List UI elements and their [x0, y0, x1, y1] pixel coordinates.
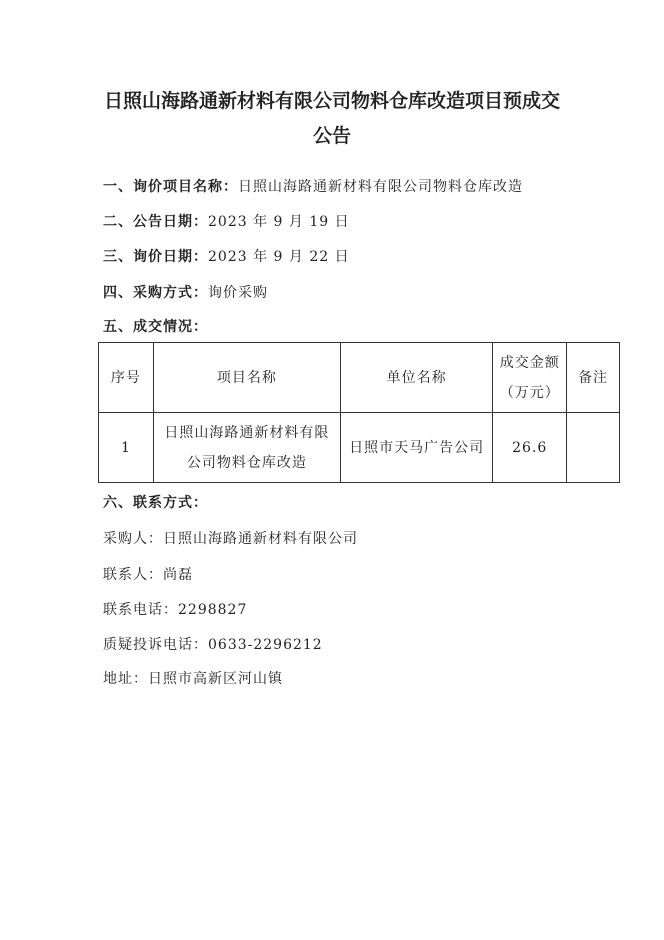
inquiry-date-line [103, 246, 350, 266]
contact-line [103, 492, 208, 512]
header-project: 项目名称 [153, 343, 340, 413]
header-seq: 序号 [99, 343, 154, 413]
purchase-method-label: 四、采购方式： [103, 285, 208, 301]
project-name-label: 一、询价项目名称： [103, 179, 238, 195]
header-amount-line2: （万元） [499, 384, 560, 401]
contact-person-line: 联系人：尚磊 [103, 567, 193, 583]
cell-seq: 1 [99, 413, 154, 483]
header-unit: 单位名称 [340, 343, 492, 413]
cell-project-line2: 公司物料仓库改造 [186, 454, 307, 471]
table-header-row [99, 343, 620, 413]
purchase-method-value: 询价采购 [208, 285, 268, 301]
announce-date-line [103, 211, 350, 231]
header-amount-line1: 成交金额 [499, 354, 560, 371]
table-row [99, 413, 620, 483]
contact-label: 六、联系方式： [103, 495, 208, 511]
project-name-line [103, 176, 523, 196]
announce-date-value: 2023 年 9 月 19 日 [208, 214, 350, 230]
deal-status-line [103, 316, 208, 336]
cell-project [153, 413, 340, 483]
purchase-method-line [103, 282, 268, 302]
cell-amount: 26.6 [493, 413, 567, 483]
announce-date-label: 二、公告日期： [103, 214, 208, 230]
document-title-continued: 公告 [312, 125, 351, 147]
project-name-value: 日照山海路通新材料有限公司物料仓库改造 [238, 179, 523, 195]
cell-note [567, 413, 620, 483]
complaint-phone-line: 质疑投诉电话：0633-2296212 [103, 637, 323, 653]
deal-table [98, 342, 620, 483]
header-amount [493, 343, 567, 413]
deal-status-label: 五、成交情况： [103, 319, 208, 335]
cell-unit: 日照市天马广告公司 [340, 413, 492, 483]
cell-project-line1: 日照山海路通新材料有限 [164, 424, 330, 441]
document-title: 日照山海路通新材料有限公司物料仓库改造项目预成交 [103, 90, 560, 112]
header-note: 备注 [567, 343, 620, 413]
address-line: 地址：日照市高新区河山镇 [103, 671, 283, 687]
inquiry-date-label: 三、询价日期： [103, 249, 208, 265]
inquiry-date-value: 2023 年 9 月 22 日 [208, 249, 350, 265]
buyer-line: 采购人：日照山海路通新材料有限公司 [103, 531, 358, 547]
contact-phone-line: 联系电话：2298827 [103, 602, 248, 618]
